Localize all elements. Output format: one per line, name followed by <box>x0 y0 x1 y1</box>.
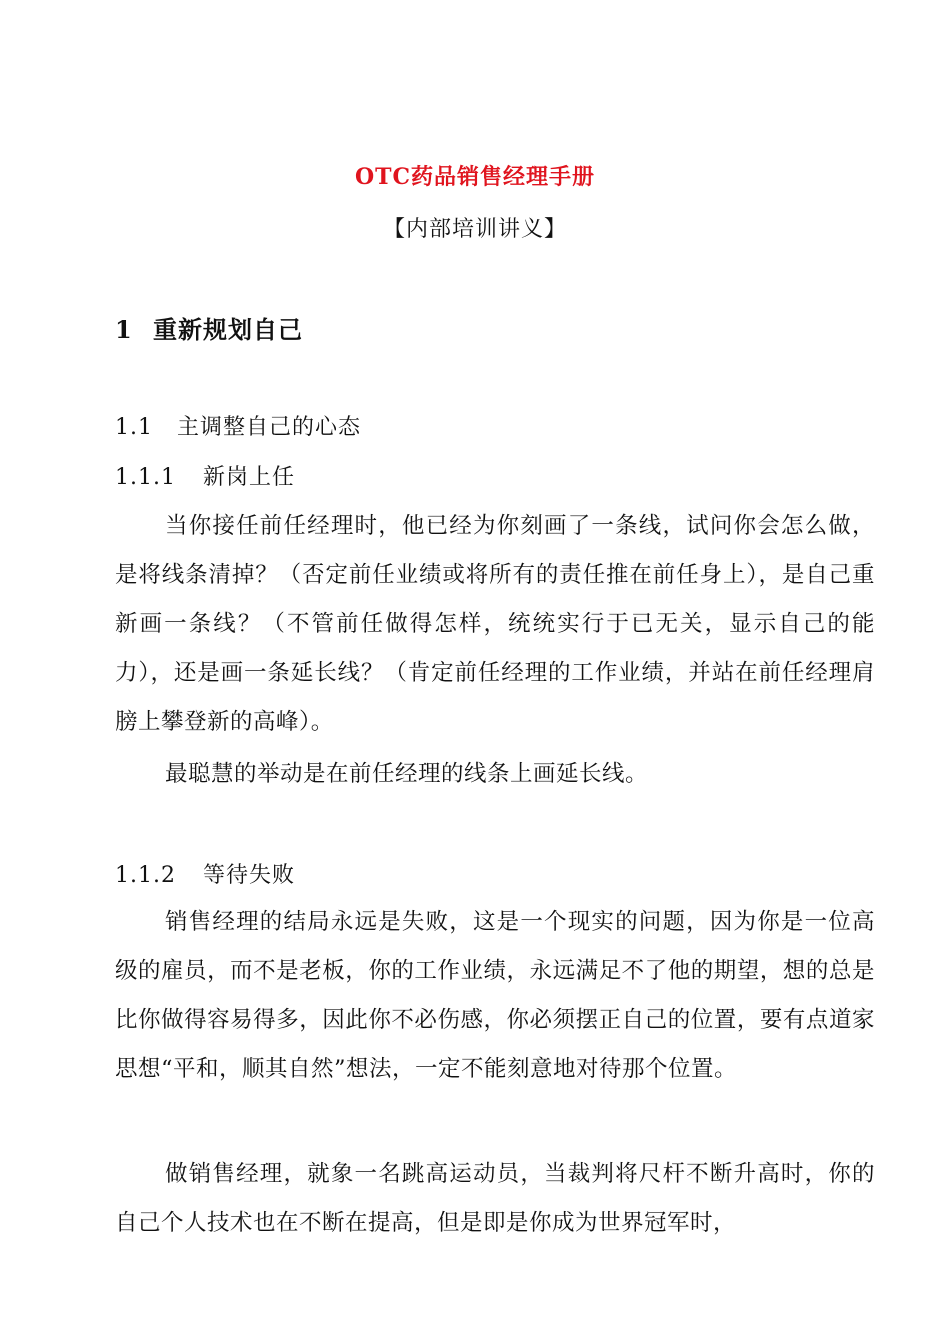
section-number: 1.1.1 <box>115 465 176 490</box>
section-heading-1-1-1 <box>115 460 295 491</box>
paragraph: 做销售经理，就象一名跳高运动员，当裁判将尺杆不断升高时，你的自己个人技术也在不断在提高，但是即是你成为世界冠军时， <box>115 1161 875 1236</box>
section-number: 1.1 <box>115 415 153 440</box>
section-heading-1-1-2 <box>115 858 295 889</box>
section-heading-1 <box>115 310 303 345</box>
paragraph: 当你接任前任经理时，他已经为你刻画了一条线，试问你会怎么做，是将线条清掉？（否定前任业绩或将所有的责任推在前任身上），是自己重新画一条线？（不管前任做得怎样，统统实行于已无关，显示自己的能力），还是画一条延长线？（肯定前任经理的工作业绩，并站在前任经理肩膀上攀登新的高峰）。 <box>115 513 875 735</box>
section-number: 1.1.2 <box>115 863 176 888</box>
section-title: 新岗上任 <box>203 465 296 490</box>
section-title: 等待失败 <box>203 863 296 888</box>
document-subtitle: 【内部培训讲义】 <box>382 217 567 242</box>
section-heading-1-1 <box>115 410 361 441</box>
section-title: 主调整自己的心态 <box>177 415 362 440</box>
document-title: OTC药品销售经理手册 <box>354 164 596 190</box>
paragraph: 销售经理的结局永远是失败，这是一个现实的问题，因为你是一位高级的雇员，而不是老板，你的工作业绩，永远满足不了他的期望，想的总是比你做得容易得多，因此你不必伤感，你必须摆正自己的位置，要有点道家思想“平和，顺其自然”想法，一定不能刻意地对待那个位置。 <box>115 909 875 1082</box>
section-title: 重新规划自己 <box>153 315 303 344</box>
section-number: 1 <box>115 315 133 344</box>
paragraph: 最聪慧的举动是在前任经理的线条上画延长线。 <box>165 761 649 787</box>
